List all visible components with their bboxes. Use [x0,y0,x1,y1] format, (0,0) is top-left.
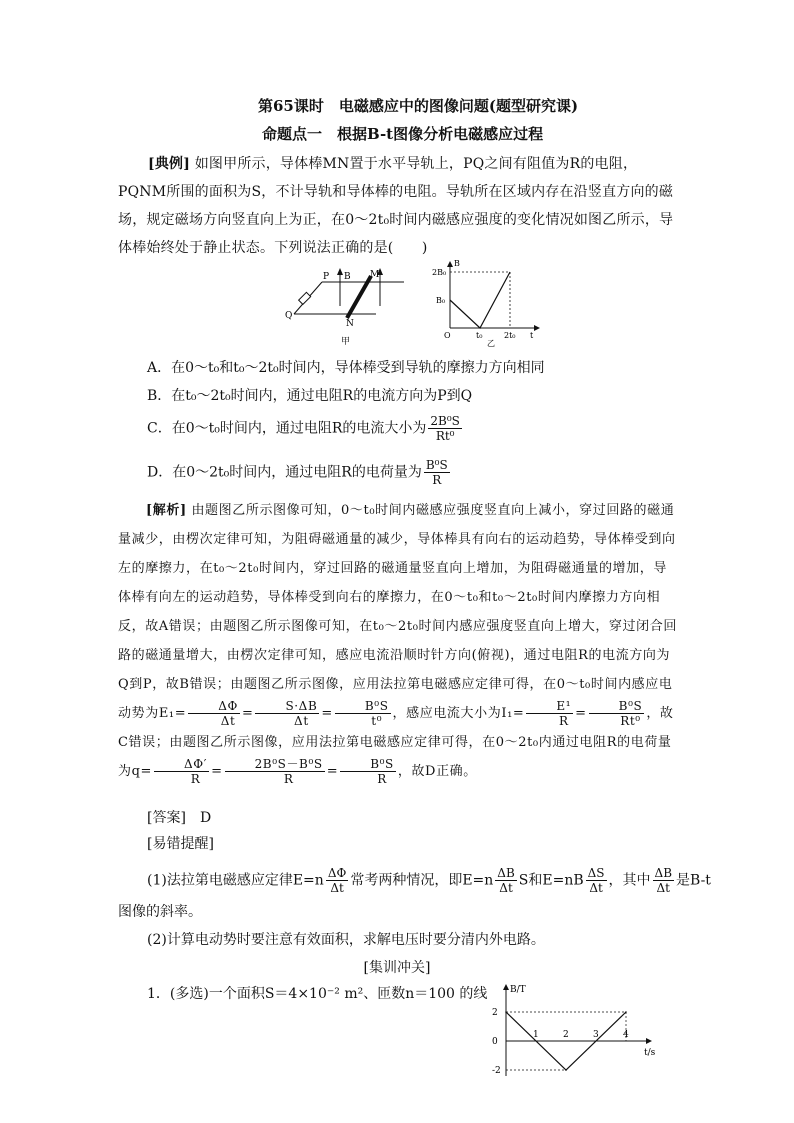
option-b: B．在t₀～2t₀时间内，通过电阻R的电流方向为P到Q [147,388,473,404]
option-d-text: D．在0～2t₀时间内，通过电阻R的电荷量为 [147,464,422,481]
option-c [147,414,464,443]
option-d [147,458,452,487]
tick-2t0: 2t₀ [504,331,516,340]
label-b: B [344,272,351,282]
figure-jia [282,268,412,346]
example-label: [典例] [148,156,191,172]
option-d-fraction: $\frac{\text{B⁰S}}{R}$ [425,458,448,487]
practice-bt-chart [480,982,660,1082]
figure-jia-caption: 甲 [341,337,351,346]
tip-1: (1)法拉第电磁感应定律E=n $\frac{\Delta\Phi}{\Delta t}$ 常考两种情况，即E=n $\frac{\Delta B}{\Delta t}$ S和E=nB $\frac{\Delta S}{\Delta t}$ ，其中 $\frac{\Delta B}{\Delta t}$ 是B-t [147,866,711,895]
section-subtitle: 命题点一 根据B-t图像分析电磁感应过程 [262,125,544,143]
option-a: A．在0～t₀和t₀～2t₀时间内，导体棒受到导轨的摩擦力方向相同 [147,360,545,376]
data-point [625,1011,627,1013]
lesson-title: 第65课时 电磁感应中的图像问题(题型研究课) [258,97,579,115]
origin-o: O [444,331,451,340]
answer-value: D [199,810,212,826]
option-c-text: C．在0～t₀时间内，通过电阻R的电流大小为 [147,420,427,437]
x-tick-label: 4 [623,1030,629,1040]
data-point [565,1069,567,1071]
y-tick-label: 2 [492,1008,498,1018]
x-axis-arrow [646,1038,652,1044]
y-tick-label: 0 [492,1037,498,1047]
analysis-paragraph: [解析] 由题图乙所示图像可知，0～t₀时间内磁感应强度竖直向上减小，穿过回路的磁通量减少，由楞次定律可知，为阻碍磁通量的减少，导体棒具有向右的运动趋势，导体棒受到向左的摩擦力，在t₀～2t₀时间内，穿过回路的磁通量竖直向上增加，为阻碍磁通量的增加，导体棒有向左的运动趋势，导体棒受到向右的摩擦力，在0～t₀和t₀～2t₀时间内摩擦力方向相反，故A错误；由题图乙所示图像可知，在t₀～2t₀时间内感应强度竖直向上增大，穿过闭合回路的磁通量增大，由楞次定律可知，感应电流沿顺时针方向(俯视)，通过电阻R的电流方向为Q到P，故B错误；由题图乙所示图像，应用法拉第电磁感应定律可得，在0～t₀时间内感应电动势为E₁= $\frac{\Delta\Phi}{\Delta t}$ = $\frac{S\cdot\Delta B}{\Delta t}$ = $\frac{\text{B⁰S}}{\text{t⁰}}$ ，感应电流大小为I₁= $\frac{\text{E¹}}{R}$ = $\frac{\text{B⁰S}}{\text{Rt⁰}}$ ，故C错误；由题图乙所示图像，应用法拉第电磁感应定律可得，在0～2t₀内通过电阻R的电荷量为q= $\frac{\Delta\Phi'}{R}$ = $\frac{\text{2B⁰S－B⁰S}}{R}$ = $\frac{\text{B⁰S}}{R}$ ，故D正确。 [118,503,677,786]
axis-b: B [454,259,460,268]
y-axis-label: B/T [510,985,526,995]
tick-t0: t₀ [476,331,483,340]
label-q: Q [285,311,293,321]
option-c-fraction: $\frac{\text{2B⁰S}}{\text{Rt⁰}}$ [430,414,460,443]
label-m: M [370,270,380,280]
axis-t: t [530,331,534,340]
label-n: N [346,319,354,329]
answer-label: [答案] [147,810,186,826]
practice-heading: [集训冲关] [363,960,431,976]
tip-2: (2)计算电动势时要注意有效面积，求解电压时要分清内外电路。 [147,932,545,948]
example-paragraph [118,150,678,262]
figure-yi [430,258,545,348]
data-point [505,1011,507,1013]
analysis-label: [解析] [146,503,187,518]
tick-b0: B₀ [436,296,446,305]
practice-question-1: 1．(多选)一个面积S＝4×10⁻² m²、匝数n＝100 的线 [147,986,488,1002]
figure-yi-caption: 乙 [487,339,495,348]
tick-2b0: 2B₀ [432,268,447,277]
x-tick-label: 2 [563,1030,569,1040]
x-axis-label: t/s [644,1048,656,1058]
tips-label: [易错提醒] [147,836,214,852]
label-p: P [323,272,330,282]
y-tick-label: -2 [492,1066,501,1076]
x-tick-label: 1 [533,1030,539,1040]
tip-1-cont: 图像的斜率。 [118,904,202,920]
y-axis-arrow [503,984,509,990]
example-stem: 如图甲所示，导体棒MN置于水平导轨上，PQ之间有阻值为R的电阻，PQNM所围的面积为S，不计导轨和导体棒的电阻。导轨所在区域内存在沿竖直方向的磁场，规定磁场方向竖直向上为正，在0～2t₀时间内磁感应强度的变化情况如图乙所示，导体棒始终处于静止状态。下列说法正确的是( ) [118,156,674,256]
answer-line [147,808,211,828]
x-tick-label: 3 [593,1030,599,1040]
